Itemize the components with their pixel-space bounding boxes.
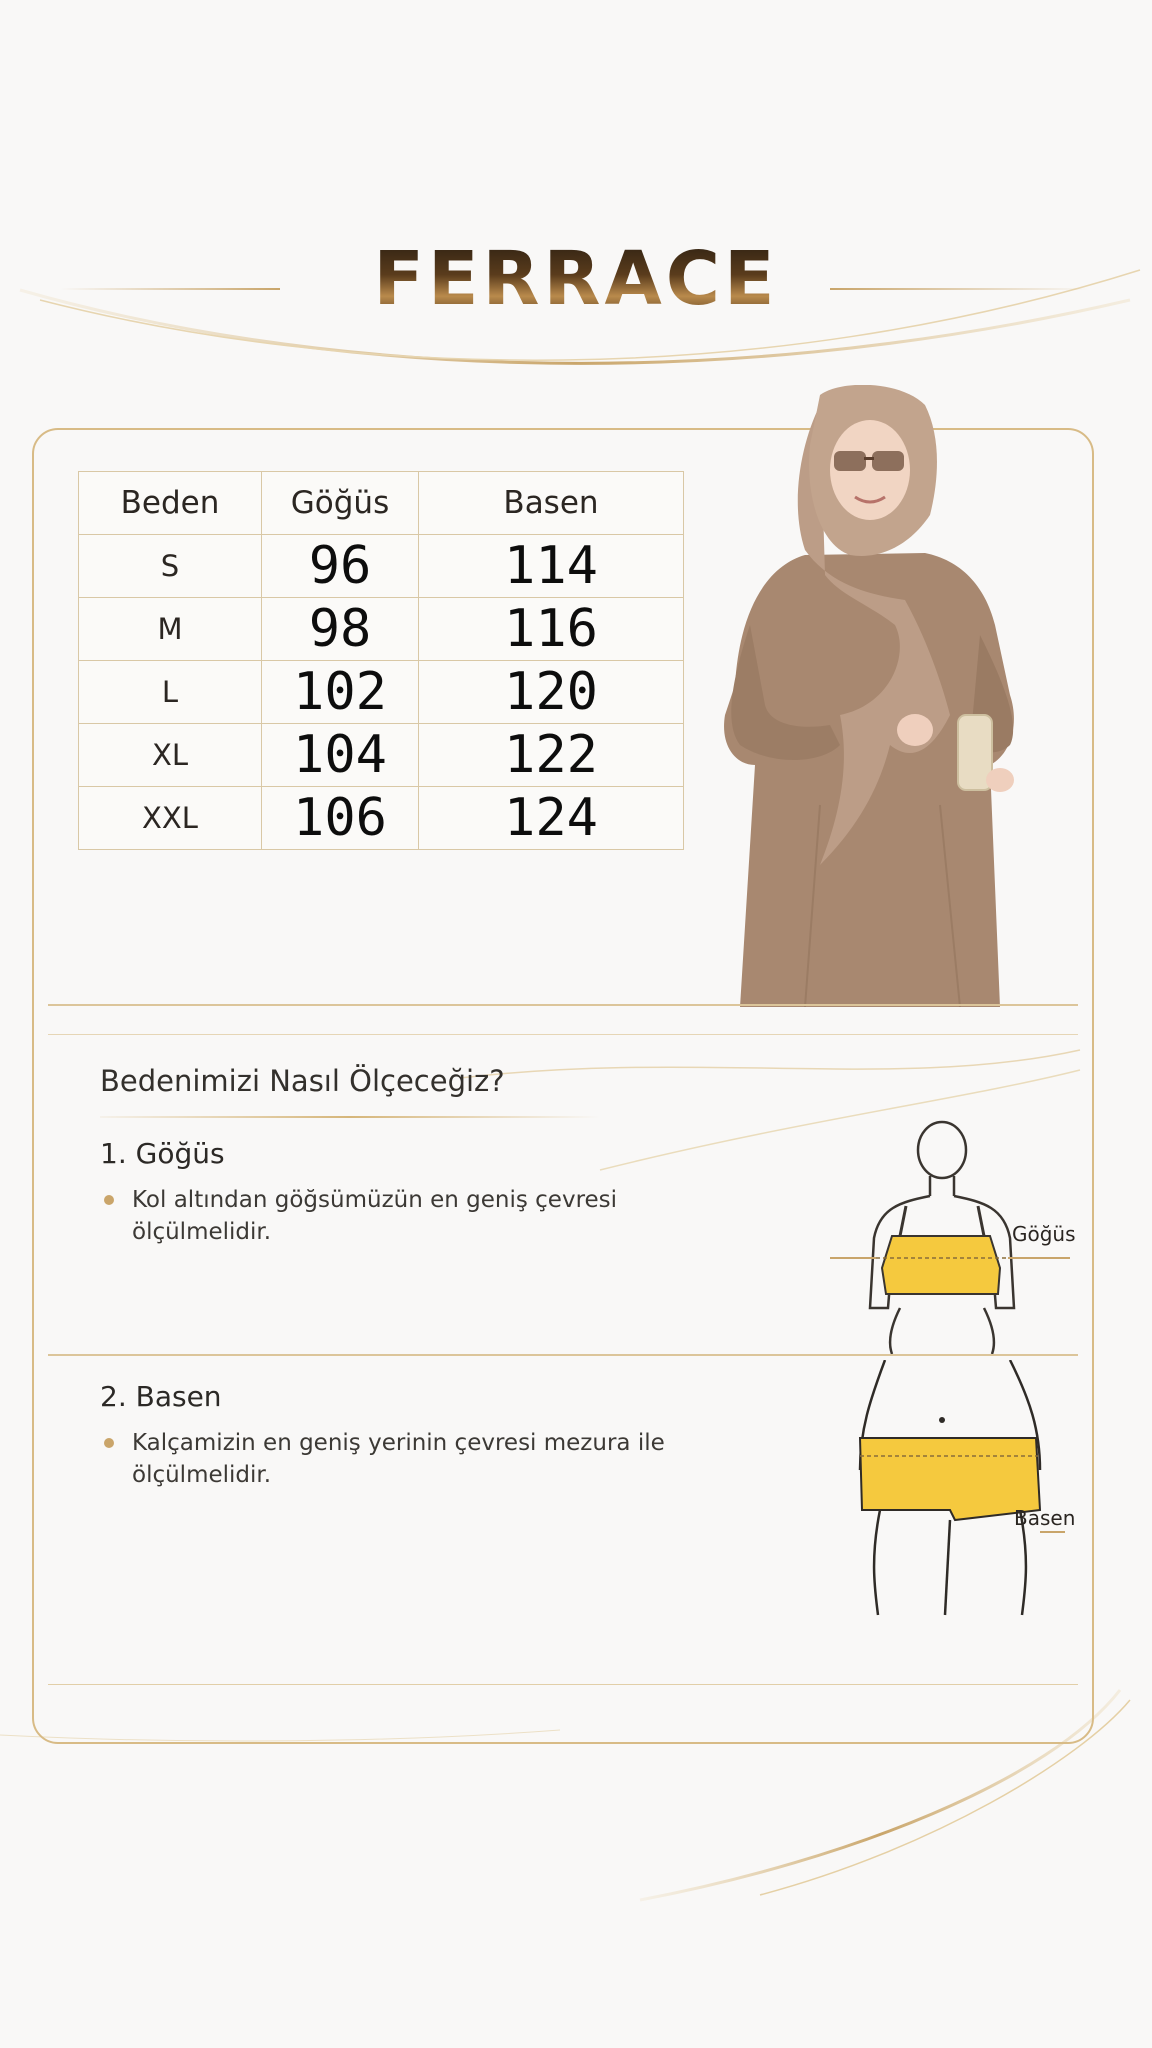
size-cell: S [79, 535, 262, 598]
hip-cell: 122 [419, 724, 684, 787]
size-cell: XXL [79, 787, 262, 850]
table-row [79, 535, 684, 598]
section-divider [48, 1034, 1078, 1035]
table-header-row [79, 472, 684, 535]
hip-figure-label: Basen [1014, 1506, 1076, 1530]
chest-instruction: Kol altından göğsümüzün en geniş çevresi ölçülmelidir. [132, 1187, 618, 1245]
bullet [104, 1438, 114, 1448]
hip-measure-figure [850, 1360, 1100, 1620]
table-row [79, 724, 684, 787]
chest-figure-label: Göğüs [1012, 1222, 1076, 1246]
chest-cell: 104 [262, 724, 419, 787]
hip-instruction: Kalçamizin en geniş yerinin çevresi mezura ile ölçülmelidir. [132, 1430, 665, 1488]
section-divider [48, 1354, 1078, 1356]
hip-cell: 116 [419, 598, 684, 661]
size-table [78, 471, 684, 850]
chest-cell: 96 [262, 535, 419, 598]
column-header: Beden [79, 472, 262, 535]
size-cell: M [79, 598, 262, 661]
column-header: Göğüs [262, 472, 419, 535]
table-row [79, 787, 684, 850]
chest-cell: 98 [262, 598, 419, 661]
section-title-chest: 1. Göğüs [100, 1137, 225, 1170]
hip-cell: 124 [419, 787, 684, 850]
size-cell: XL [79, 724, 262, 787]
table-row [79, 661, 684, 724]
section-title-hip: 2. Basen [100, 1380, 222, 1413]
heading-underline [100, 1116, 600, 1118]
chest-cell: 102 [262, 661, 419, 724]
guide-heading: Bedenimizi Nasıl Ölçeceğiz? [100, 1064, 505, 1098]
section-divider [48, 1004, 1078, 1006]
table-row [79, 598, 684, 661]
hip-cell: 120 [419, 661, 684, 724]
page-title: FERRACE [373, 236, 779, 322]
hip-cell: 114 [419, 535, 684, 598]
section-divider [48, 1684, 1078, 1685]
chest-cell: 106 [262, 787, 419, 850]
column-header: Basen [419, 472, 684, 535]
size-cell: L [79, 661, 262, 724]
header [0, 236, 1152, 322]
model-photo [710, 385, 1030, 1007]
bullet [104, 1195, 114, 1205]
